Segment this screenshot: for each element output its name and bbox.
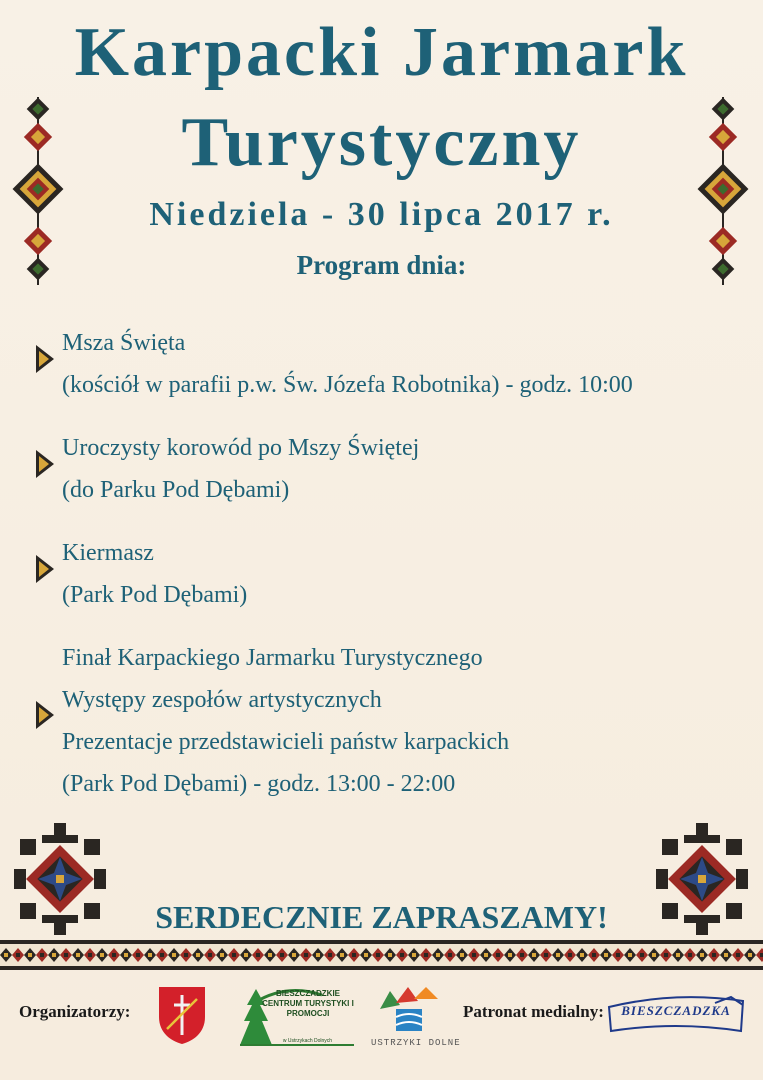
- program-item: [62, 427, 752, 511]
- invitation-text: SERDECZNIE ZAPRASZAMY!: [155, 899, 608, 935]
- program-item-line: Finał Karpackiego Jarmarku Turystycznego: [62, 645, 483, 671]
- arrow-bullet-icon: [35, 344, 55, 374]
- media-patronage-label: Patronat medialny:: [463, 1002, 604, 1021]
- program-item-line: Msza Święta: [62, 330, 186, 356]
- coat-of-arms-logo: [157, 985, 207, 1045]
- program-item-line: (do Parku Pod Dębami): [62, 477, 290, 503]
- bctip-location: w Ustrzykach Dolnych: [282, 1038, 333, 1044]
- program-item-line: (Park Pod Dębami) - godz. 13:00 - 22:00: [62, 771, 456, 797]
- arrow-bullet-icon: [35, 554, 55, 584]
- arrow-bullet-icon: [35, 449, 55, 479]
- title-line-2: Turystyczny: [181, 104, 582, 181]
- program-item-line: Prezentacje przedstawicieli państw karpackich: [62, 729, 510, 755]
- title-line-1: Karpacki Jarmark: [74, 14, 689, 91]
- program-item-line: (kościół w parafii p.w. Św. Józefa Robotnika) - godz. 10:00: [62, 372, 633, 398]
- organizers-label: Organizatorzy:: [19, 1002, 131, 1021]
- gazeta-name: BIESZCZADZKA: [621, 1003, 731, 1018]
- event-date: Niedziela - 30 lipca 2017 r.: [149, 196, 614, 233]
- ustrzyki-dolne-logo: [378, 985, 440, 1035]
- embroidery-band: [0, 940, 763, 970]
- program-heading: Program dnia:: [296, 250, 467, 280]
- bctip-name: BIESZCZADZKIE CENTRUM TURYSTYKI I PROMOCJI: [262, 989, 354, 1018]
- arrow-bullet-icon: [35, 700, 55, 730]
- program-item-line: (Park Pod Dębami): [62, 582, 248, 608]
- program-item: [62, 322, 752, 406]
- ustrzyki-dolne-name: USTRZYKI DOLNE: [371, 1038, 461, 1048]
- program-item-line: Kiermasz: [62, 540, 154, 566]
- program-item-line: Występy zespołów artystycznych: [62, 687, 382, 713]
- program-item-line: Uroczysty korowód po Mszy Świętej: [62, 435, 420, 461]
- program-item: [62, 532, 752, 616]
- program-item: [62, 637, 752, 805]
